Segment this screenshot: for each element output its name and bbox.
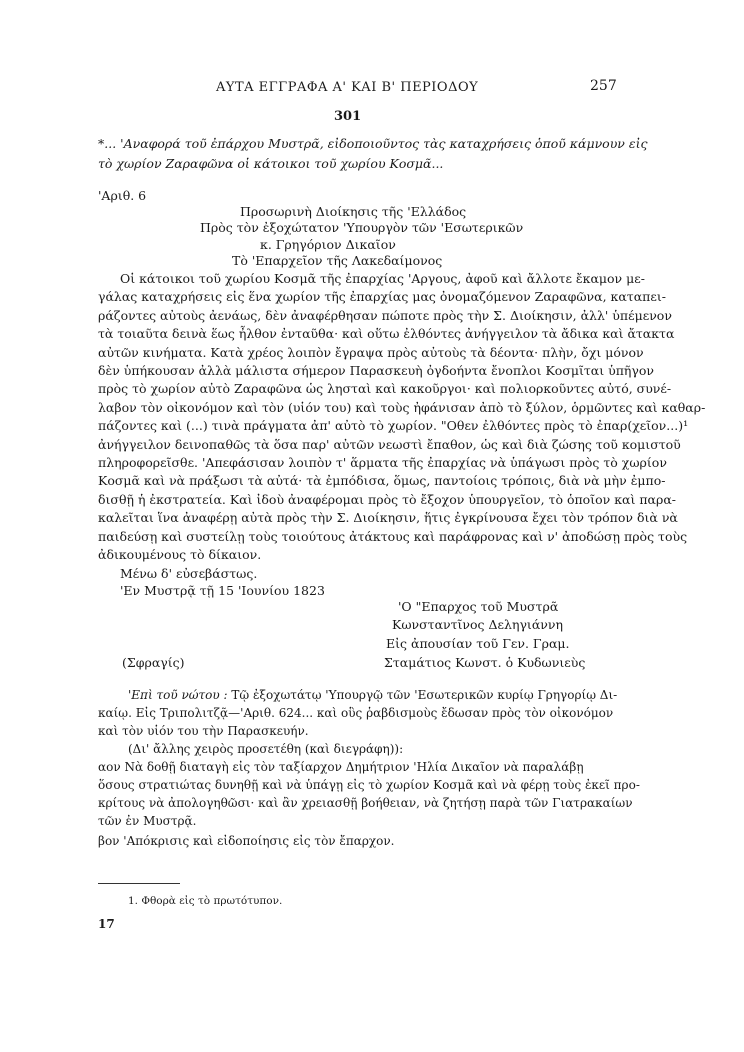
address-line-2: Πρὸς τὸν ἐξοχώτατον 'Υπουργὸν τῶν 'Εσωτερικῶν [200, 220, 524, 235]
main-text-line: γάλας καταχρήσεις εἰς ἕνα χωρίον τῆς ἐπαρχίας μας ὀνομαζόμενον Ζαραφῶνα, καταπει- [98, 289, 666, 305]
main-text-line: πληροφορεῖσθε. 'Απεφάσισαν λοιπὸν τ' ἅρματα τῆς ἐπαρχίας νὰ ὑπάγωσι πρὸς τὸ χωρίον [98, 455, 667, 471]
endorsement-line-4: (Δι' ἄλλης χειρὸς προσετέθη (καὶ διεγράφη)): [128, 742, 404, 756]
reference-number: 'Αριθ. 6 [98, 188, 147, 203]
signature-line-1: 'Ο "Επαρχος τοῦ Μυστρᾶ [398, 599, 559, 614]
main-text-line: αὐτῶν κινήματα. Κατὰ χρέος λοιπὸν ἔγραψα πρὸς αὐτοὺς τὰ δέοντα· πλὴν, ὄχι μόνον [98, 344, 644, 360]
endorsement-line-7: κρίτους νὰ ἀπολογηθῶσι· καὶ ἂν χρειασθῇ βοήθειαν, νὰ ζητήσῃ παρὰ τῶν Γιατρακαίων [98, 796, 633, 810]
main-text-line: πάζοντες καὶ (...) τινὰ πράγματα ἀπ' αὐτὸ τὸ χωρίον. "Οθεν ἐλθόντες πρὸς τὸ ἐπαρ(χεῖον...)¹ [98, 418, 689, 434]
address-line-1: Προσωρινὴ Διοίκησις τῆς 'Ελλάδος [240, 204, 467, 219]
signature-line-3: Εἰς ἀπουσίαν τοῦ Γεν. Γραμ. [386, 636, 570, 651]
main-text-line: παιδεύσῃ καὶ συστείλῃ τοὺς τοιούτους ἀτάκτους καὶ παράφρονας καὶ ν' ἀποδώσῃ πρὸς τοὺς [98, 528, 688, 544]
running-title: ΑΥΤΑ ΕΓΓΡΑΦΑ Α' ΚΑΙ Β' ΠΕΡΙΟΔΟΥ [216, 80, 479, 95]
place-date: 'Εν Μυστρᾷ τῇ 15 'Ιουνίου 1823 [120, 583, 325, 598]
main-text-line: Οἱ κάτοικοι τοῦ χωρίου Κοσμᾶ τῆς ἐπαρχίας 'Αργους, ἀφοῦ καὶ ἄλλοτε ἔκαμον με- [120, 271, 645, 286]
summary-line-2: τὸ χωρίον Ζαραφῶνα οἱ κάτοικοι τοῦ χωρίου Κοσμᾶ... [98, 156, 444, 171]
document-number: 301 [334, 109, 362, 124]
endorsement-label: 'Επὶ τοῦ νώτου : [128, 688, 228, 702]
endorsement-line-3: καὶ τὸν υἱόν του τὴν Παρασκευήν. [98, 724, 309, 738]
main-text-line: δισθῇ ἡ ἐκστρατεία. Καὶ ἰδοὺ ἀναφέρομαι πρὸς τὸ ἔξοχον ὑπουργεῖον, τὸ ὁποῖον καὶ παρα- [98, 491, 677, 507]
endorsement-line-9: βον 'Απόκρισις καὶ εἰδοποίησις εἰς τὸν ἔπαρχον. [98, 834, 395, 848]
endorsement-line-6: ὅσους στρατιώτας δυνηθῇ καὶ νὰ ὑπάγῃ εἰς τὸ χωρίον Κοσμᾶ καὶ νὰ φέρῃ τοὺς ἐκεῖ προ- [98, 778, 640, 792]
endorsement-line-1 [128, 688, 617, 702]
address-line-3: κ. Γρηγόριον Δικαῖον [260, 237, 396, 252]
address-line-4: Τὸ 'Επαρχεῖον τῆς Λακεδαίμονος [232, 253, 443, 268]
footnote-rule [98, 883, 180, 884]
signature-mark: 17 [98, 917, 115, 931]
main-text-line: ράζοντες αὐτοὺς ἀενάως, δὲν ἀναφέρθησαν πώποτε πρὸς τὴν Σ. Διοίκησιν, ἀλλ' ὑπέμενον [98, 307, 672, 323]
main-text-line: Κοσμᾶ καὶ νὰ πράξωσι τὰ αὐτά· τὰ ἐμπόδισα, ὅμως, παντοίοις τρόποις, διὰ νὰ μὴν ἐμπο- [98, 473, 666, 489]
endorsement-line-5: αον Νὰ δοθῇ διαταγὴ εἰς τὸν ταξίαρχον Δημήτριον 'Ηλία Δικαῖον νὰ παραλάβῃ [98, 760, 584, 774]
closing-formula: Μένω δ' εὐσεβάστως. [120, 566, 258, 581]
seal-note: (Σφραγίς) [122, 655, 185, 670]
signature-line-2: Κωνσταντῖνος Δεληγιάννη [392, 617, 563, 632]
summary-line-1: *... 'Αναφορά τοῦ ἐπάρχου Μυστρᾶ, εἰδοποιοῦντος τὰς καταχρήσεις ὁποῦ κάμνουν εἰς [98, 136, 648, 151]
main-text-line: καλεῖται ἵνα ἀναφέρῃ αὐτὰ πρὸς τὴν Σ. Διοίκησιν, ἥτις ἐγκρίνουσα ἔχει τὸν τρόπον διὰ νὰ [98, 510, 678, 526]
page-number: 257 [590, 78, 617, 94]
footnote: 1. Φθορὰ εἰς τὸ πρωτότυπον. [128, 895, 283, 907]
main-text-line: πρὸς τὸ χωρίον αὐτὸ Ζαραφῶνα ὡς λησταὶ καὶ κακοῦργοι· καὶ πολιορκοῦντες αὐτό, συνέ- [98, 381, 672, 397]
main-text-line: δὲν ὑπήκουσαν ἀλλὰ μάλιστα σήμερον Παρασκευὴ ὀγδοήντα ἔνοπλοι Κοσμῖται ὑπῆγον [98, 363, 655, 379]
signature-line-4: Σταμάτιος Κωνστ. ὁ Κυδωνιεὺς [384, 655, 586, 670]
endorsement-text: Τῷ ἐξοχωτάτῳ 'Υπουργῷ τῶν 'Εσωτερικῶν κυρίῳ Γρηγορίῳ Δι- [231, 688, 618, 702]
main-text-line: λαβον τὸν οἰκονόμον καὶ τὸν (υἱόν του) καὶ τοὺς ἠφάνισαν ἀπὸ τὸ ξύλον, ὁρμῶντες καὶ καθαρ- [98, 399, 706, 415]
main-text-line: τὰ τοιαῦτα δεινὰ ἕως ἦλθον ἐνταῦθα· καὶ οὕτω ἐλθόντες ἀνήγγειλον τὰ ἄδικα καὶ ἄτακτα [98, 326, 675, 342]
main-text [98, 270, 706, 565]
endorsement-line-8: τῶν ἐν Μυστρᾷ. [98, 814, 197, 828]
endorsement-line-2: καίῳ. Εἰς Τριπολιτζᾷ—'Αριθ. 624... καὶ οὓς ῥαβδισμοὺς ἔδωσαν πρὸς τὸν οἰκονόμον [98, 706, 614, 720]
main-text-line: ἀνήγγειλον δεινοπαθῶς τὰ ὅσα παρ' αὐτῶν νεωστὶ ἔπαθον, ὡς καὶ διὰ ζώσης τοῦ κομιστοῦ [98, 436, 681, 452]
main-text-line: ἀδικουμένους τὸ δίκαιον. [98, 547, 262, 563]
